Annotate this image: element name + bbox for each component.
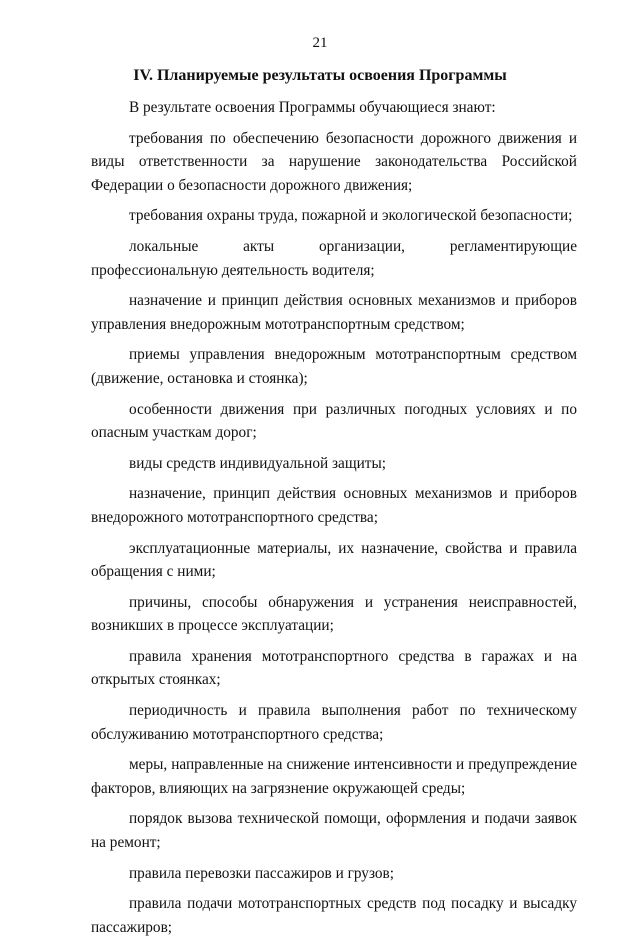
paragraph: локальные акты организации, регламентирующие профессиональную деятельность водителя; bbox=[91, 237, 577, 279]
paragraph: правила хранения мототранспортного средства в гаражах и на открытых стоянках; bbox=[91, 647, 577, 689]
paragraph: правила перевозки пассажиров и грузов; bbox=[129, 864, 395, 882]
paragraph: требования охраны труда, пожарной и экологической безопасности; bbox=[129, 207, 573, 225]
paragraph: эксплуатационные материалы, их назначение, свойства и правила обращения с ними; bbox=[91, 539, 577, 581]
paragraph: виды средств индивидуальной защиты; bbox=[129, 454, 386, 472]
paragraph: периодичность и правила выполнения работ по техническому обслуживанию мототранспортного средства; bbox=[91, 702, 577, 743]
paragraph: меры, направленные на снижение интенсивности и предупреждение факторов, влияющих на загрязнение окружающей среды; bbox=[91, 756, 577, 797]
page-number: 21 bbox=[312, 35, 328, 51]
paragraph: правила подачи мототранспортных средств под посадку и высадку пассажиров; bbox=[91, 895, 577, 936]
section-title: IV. Планируемые результаты освоения Программы bbox=[133, 67, 507, 84]
paragraph: назначение, принцип действия основных механизмов и приборов внедорожного мототранспортного средства; bbox=[91, 485, 577, 526]
paragraph: порядок вызова технической помощи, оформления и подачи заявок на ремонт; bbox=[91, 810, 577, 852]
paragraph: требования по обеспечению безопасности дорожного движения и виды ответственности за нарушение законодательства Российской Федерации о безопасности дорожного движения; bbox=[91, 129, 577, 194]
paragraph: особенности движения при различных погодных условиях и по опасным участкам дорог; bbox=[91, 400, 577, 442]
paragraph: причины, способы обнаружения и устранения неисправностей, возникших в процессе эксплуатации; bbox=[91, 593, 577, 635]
paragraph-intro: В результате освоения Программы обучающиеся знают: bbox=[129, 99, 496, 116]
document-body bbox=[91, 96, 577, 939]
paragraph: назначение и принцип действия основных механизмов и приборов управления внедорожным мототранспортным средством; bbox=[91, 292, 577, 333]
paragraph: приемы управления внедорожным мототранспортным средством (движение, остановка и стоянка); bbox=[91, 346, 577, 387]
